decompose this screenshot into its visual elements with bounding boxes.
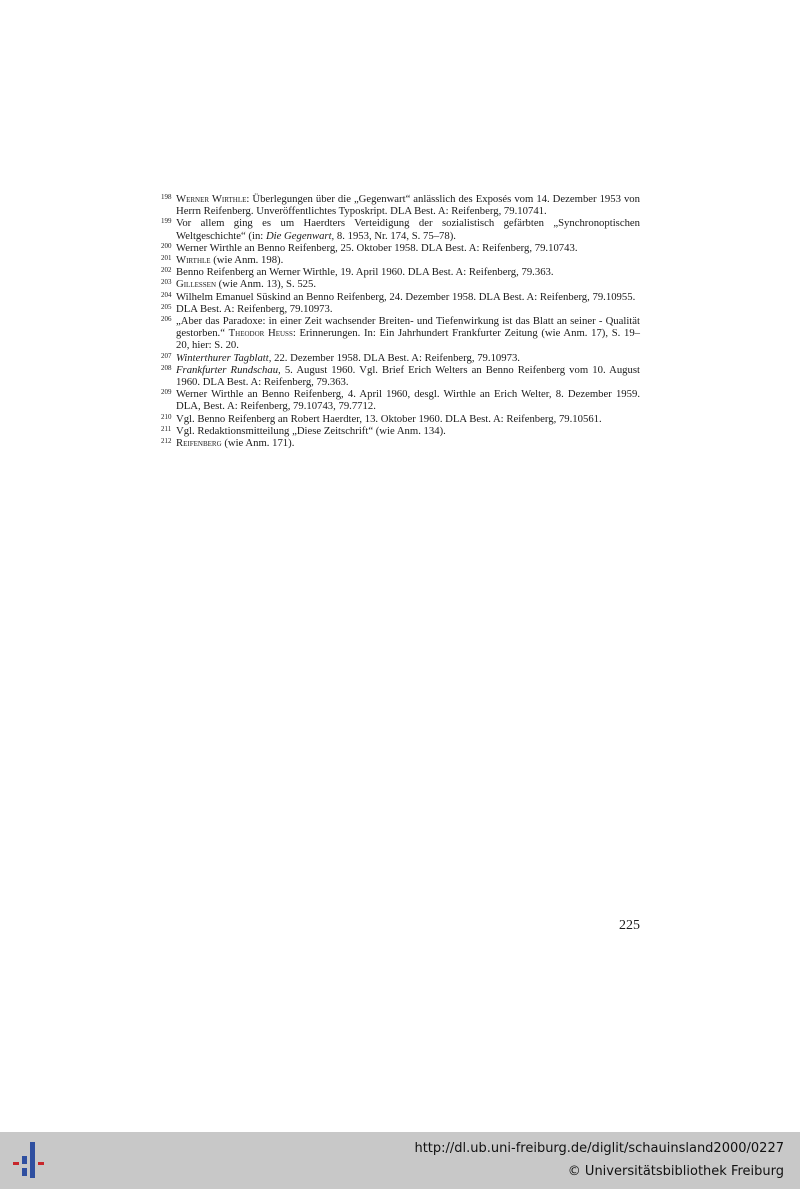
ub-freiburg-logo-icon — [10, 1140, 50, 1180]
footnote-text: Werner Wirthle an Benno Reifenberg, 4. April 1960, desgl. Wirthle an Erich Welter, 8. Dezember 1959. DLA, Best. A: Reifenberg, 79.10743, 79.7712. — [176, 388, 640, 413]
footnote-text: Wilhelm Emanuel Süskind an Benno Reifenberg, 24. Dezember 1958. DLA Best. A: Reifenberg, 79.10955. — [176, 290, 636, 303]
footnote-number: 209 — [161, 388, 172, 397]
footnote-200 — [162, 242, 640, 254]
footnote-199 — [162, 217, 640, 241]
footnote-text: (wie Anm. 171). — [221, 437, 295, 450]
footnote-202 — [162, 266, 640, 278]
footnote-number: 208 — [161, 363, 172, 372]
footer-bar — [0, 1132, 800, 1189]
footnote-210 — [162, 413, 640, 425]
publication-title: Winterthurer Tagblatt, — [176, 351, 272, 364]
footnote-198 — [162, 193, 640, 217]
footnote-text: „Aber das Paradoxe: in einer Zeit wachsender Breiten- und Tiefenwirkung ist das Blatt an seiner - Qualität gestorben.“ — [176, 315, 640, 340]
footnote-number: 198 — [161, 193, 172, 201]
footnote-204 — [162, 291, 640, 303]
footnote-211 — [162, 425, 640, 437]
page-number: 225 — [619, 918, 640, 933]
footnote-number: 211 — [161, 424, 172, 433]
publication-title: Die Gegenwart, — [265, 229, 335, 242]
footnote-208 — [162, 364, 640, 388]
author-name: Theodor Heuss — [228, 327, 293, 340]
footnote-207 — [162, 352, 640, 364]
footnote-212 — [162, 437, 640, 449]
footnote-number: 204 — [161, 290, 172, 299]
footnote-number: 202 — [161, 266, 172, 275]
footnote-number: 199 — [161, 217, 172, 226]
footnote-text: : Erinnerungen. In: Ein Jahrhundert Frankfurter Zeitung (wie Anm. 17), S. 19–20, hier: S. 20. — [176, 327, 641, 352]
footnote-text: (wie Anm. 13), S. 525. — [216, 278, 317, 291]
author-name: Werner Wirthle — [176, 193, 247, 205]
footnote-number: 203 — [161, 278, 172, 287]
footnote-text: 8. 1953, Nr. 174, S. 75–78). — [334, 229, 456, 242]
footnote-text: Vgl. Redaktionsmitteilung „Diese Zeitschrift“ (wie Anm. 134). — [176, 424, 446, 437]
author-name: Gillessen — [176, 278, 216, 291]
footnote-205 — [162, 303, 640, 315]
footnote-text: Vgl. Benno Reifenberg an Robert Haerdter, 13. Oktober 1960. DLA Best. A: Reifenberg, 79.10561. — [176, 412, 602, 425]
footnote-number: 210 — [161, 412, 172, 421]
footer-url-link[interactable]: http://dl.ub.uni-freiburg.de/diglit/schauinsland2000/0227 — [414, 1141, 784, 1156]
author-name: Wirthle — [176, 254, 211, 267]
footnote-text: Benno Reifenberg an Werner Wirthle, 19. April 1960. DLA Best. A: Reifenberg, 79.363. — [176, 266, 554, 279]
footnote-206 — [162, 315, 640, 352]
footnote-number: 206 — [161, 315, 172, 324]
footnote-number: 200 — [161, 241, 172, 250]
footnote-number: 201 — [161, 254, 172, 263]
footer-copyright: © Universitätsbibliothek Freiburg — [567, 1164, 784, 1179]
footnotes — [162, 193, 640, 449]
publication-title: Frankfurter Rundschau, — [176, 363, 281, 376]
footnote-text: Vor allem ging es um Haerdters Verteidigung der sozialistisch gefärbten „Synchronoptischen Weltgeschichte“ (in: — [176, 217, 640, 242]
footnote-text: Werner Wirthle an Benno Reifenberg, 25. Oktober 1958. DLA Best. A: Reifenberg, 79.10743. — [176, 241, 578, 254]
author-name: Reifenberg — [176, 437, 222, 450]
footnote-201 — [162, 254, 640, 266]
footnote-text: 22. Dezember 1958. DLA Best. A: Reifenberg, 79.10973. — [271, 351, 520, 364]
footnote-203 — [162, 278, 640, 290]
footnote-209 — [162, 388, 640, 412]
footnote-text: (wie Anm. 198). — [210, 254, 284, 267]
footnote-text: DLA Best. A: Reifenberg, 79.10973. — [176, 302, 333, 315]
footnote-text: 5. August 1960. Vgl. Brief Erich Welters an Benno Reifenberg vom 10. August 1960. DLA Best. A: Reifenberg, 79.363. — [176, 363, 640, 389]
footnote-number: 205 — [161, 302, 172, 311]
footnote-number: 207 — [161, 351, 172, 360]
footnote-text: : Überlegungen über die „Gegenwart“ anlässlich des Exposés vom 14. Dezember 1953 von Herrn Reifenberg. Unveröffentlichtes Typoskript. DLA Best. A: Reifenberg, 79.10741. — [176, 193, 640, 218]
footnote-number: 212 — [161, 437, 172, 446]
